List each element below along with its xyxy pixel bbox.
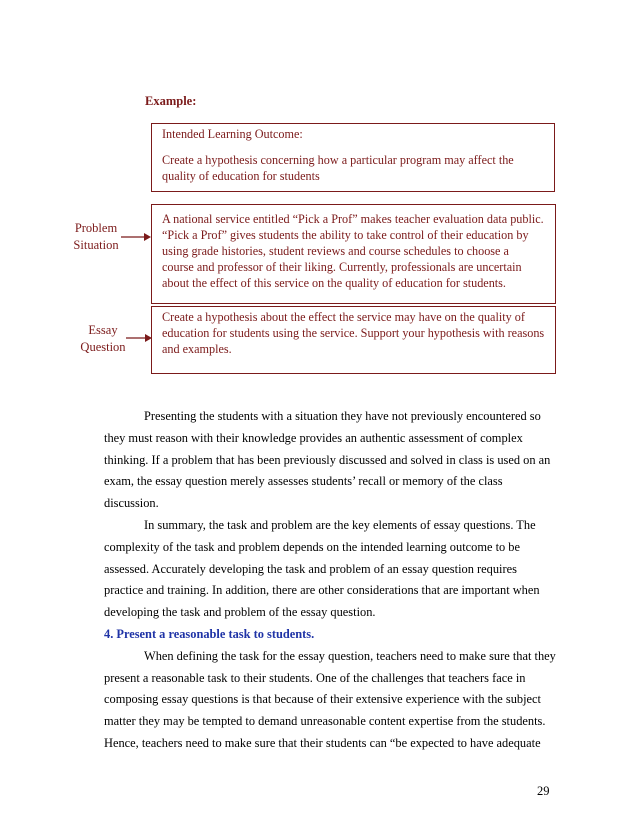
- paragraph-line: discussion.: [104, 496, 159, 511]
- paragraph-line: exam, the essay question merely assesses students’ recall or memory of the class: [104, 474, 503, 489]
- essay-question-arrow-icon: [125, 333, 153, 343]
- problem-situation-line: using grade histories, student reviews and course schedules to choose a: [162, 244, 509, 258]
- paragraph-line: developing the task and problem of the essay question.: [104, 605, 376, 620]
- problem-situation-arrow-icon: [120, 232, 152, 242]
- essay-question-label: [78, 322, 128, 356]
- problem-situation-label: [70, 220, 122, 254]
- paragraph-line: When defining the task for the essay question, teachers need to make sure that they: [144, 648, 556, 663]
- paragraph-3: [104, 646, 574, 755]
- problem-situation-line: about the effect of this service on the quality of education for students.: [162, 276, 506, 290]
- essay-question-box: [151, 306, 556, 374]
- problem-situation-line: “Pick a Prof” gives students the ability to take control of their education by: [162, 228, 529, 242]
- problem-situation-line: A national service entitled “Pick a Prof” makes teacher evaluation data public.: [162, 212, 544, 226]
- essay-question-label-line: Question: [80, 340, 126, 354]
- paragraph-line: present a reasonable task to their students. One of the challenges that teachers face in: [104, 670, 526, 685]
- paragraph-line: matter they may be tempted to demand unreasonable content expertise from the students.: [104, 714, 546, 729]
- paragraph-line: complexity of the task and problem depends on the intended learning outcome to be: [104, 539, 521, 554]
- paragraph-1: [104, 406, 574, 515]
- essay-question-line: education for students using the service. Support your hypothesis with reasons: [162, 326, 545, 340]
- body-text: [104, 406, 574, 755]
- paragraph-line: thinking. If a problem that has been previously discussed and solved in class is used on an: [104, 452, 551, 467]
- paragraph-line: they must reason with their knowledge provides an authentic assessment of complex: [104, 430, 523, 445]
- paragraph-line: In summary, the task and problem are the key elements of essay questions. The: [144, 517, 536, 532]
- paragraph-line: practice and training. In addition, there are other considerations that are important when: [104, 583, 540, 598]
- problem-situation-label-line: Problem: [74, 221, 118, 235]
- page-number: 29: [537, 784, 550, 798]
- problem-situation-box: [151, 204, 556, 304]
- paragraph-2: [104, 515, 574, 624]
- section-heading: 4. Present a reasonable task to students.: [104, 626, 315, 641]
- paragraph-line: assessed. Accurately developing the task and problem of an essay question requires: [104, 561, 517, 576]
- example-label: Example:: [145, 94, 197, 108]
- ilo-line: quality of education for students: [162, 169, 320, 183]
- ilo-line: Create a hypothesis concerning how a particular program may affect the: [162, 153, 514, 167]
- problem-situation-label-line: Situation: [73, 238, 119, 252]
- ilo-title: Intended Learning Outcome:: [162, 127, 303, 141]
- intended-learning-outcome-box: [151, 123, 555, 192]
- essay-question-line: Create a hypothesis about the effect the service may have on the quality of: [162, 310, 525, 324]
- essay-question-label-line: Essay: [88, 323, 118, 337]
- paragraph-line: Hence, teachers need to make sure that their students can “be expected to have adequate: [104, 735, 541, 750]
- essay-question-line: and examples.: [162, 342, 232, 356]
- paragraph-line: composing essay questions is that because of their extensive experience with the subject: [104, 692, 541, 707]
- problem-situation-line: course and professor of their liking. Currently, professionals are uncertain: [162, 260, 522, 274]
- paragraph-line: Presenting the students with a situation they have not previously encountered so: [144, 409, 541, 423]
